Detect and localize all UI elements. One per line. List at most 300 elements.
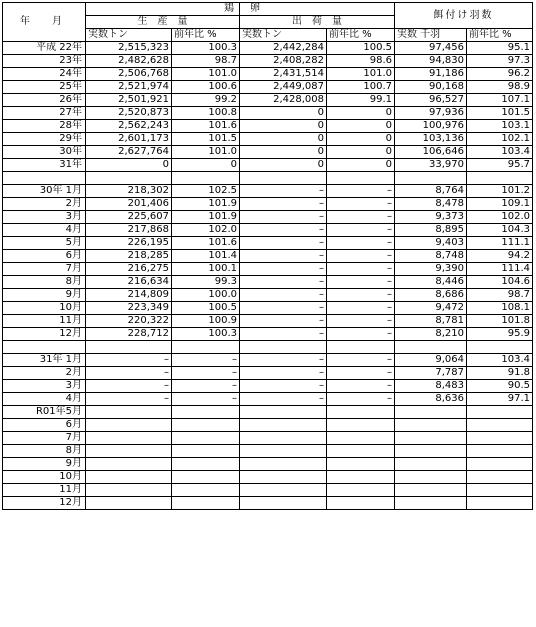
table-row bbox=[3, 484, 533, 497]
table-row bbox=[3, 146, 533, 159]
shipment-ratio-cell: – bbox=[327, 315, 395, 328]
table-row bbox=[3, 315, 533, 328]
feeding-amount-cell: 97,456 bbox=[395, 42, 467, 55]
feeding-ratio-cell: 97.3 bbox=[467, 55, 533, 68]
table-row bbox=[3, 263, 533, 276]
row-label: 29年 bbox=[3, 133, 86, 146]
shipment-amount-cell: – bbox=[240, 237, 327, 250]
row-label: 26年 bbox=[3, 94, 86, 107]
production-ratio-cell: 101.9 bbox=[172, 198, 240, 211]
row-label: 11月 bbox=[3, 315, 86, 328]
feeding-ratio-cell bbox=[467, 497, 533, 510]
table-row bbox=[3, 419, 533, 432]
production-ratio-cell: 99.3 bbox=[172, 276, 240, 289]
spacer-cell bbox=[395, 341, 467, 354]
shipment-ratio-cell: – bbox=[327, 211, 395, 224]
production-amount-cell: 218,285 bbox=[86, 250, 172, 263]
feeding-ratio-cell: 101.5 bbox=[467, 107, 533, 120]
shipment-ratio-cell: – bbox=[327, 328, 395, 341]
feeding-amount-cell: 97,936 bbox=[395, 107, 467, 120]
shipment-ratio-cell bbox=[327, 445, 395, 458]
shipment-header: 出 荷 量 bbox=[240, 16, 395, 29]
table-row bbox=[3, 302, 533, 315]
production-ratio-cell bbox=[172, 458, 240, 471]
shipment-ratio-cell: 100.7 bbox=[327, 81, 395, 94]
feeding-amount-cell: 100,976 bbox=[395, 120, 467, 133]
feeding-amount-cell bbox=[395, 497, 467, 510]
production-ratio-cell: 100.6 bbox=[172, 81, 240, 94]
shipment-ratio-cell bbox=[327, 406, 395, 419]
feeding-ratio-cell bbox=[467, 419, 533, 432]
table-body bbox=[3, 3, 533, 510]
feeding-ratio-cell: 108.1 bbox=[467, 302, 533, 315]
shipment-ratio-cell bbox=[327, 458, 395, 471]
row-label: 4月 bbox=[3, 393, 86, 406]
shipment-amount-cell: – bbox=[240, 224, 327, 237]
row-label: 25年 bbox=[3, 81, 86, 94]
shipment-ratio-cell: 0 bbox=[327, 107, 395, 120]
shipment-ratio-cell: – bbox=[327, 224, 395, 237]
shipment-amount-cell: – bbox=[240, 380, 327, 393]
production-amount-cell: – bbox=[86, 367, 172, 380]
production-amount-cell: 2,501,921 bbox=[86, 94, 172, 107]
feeding-ratio-cell bbox=[467, 432, 533, 445]
table-row bbox=[3, 120, 533, 133]
shipment-ratio-cell: 100.5 bbox=[327, 42, 395, 55]
spacer-cell bbox=[467, 172, 533, 185]
feeding-ratio-cell: 107.1 bbox=[467, 94, 533, 107]
table-row bbox=[3, 406, 533, 419]
shipment-amount-cell: 0 bbox=[240, 133, 327, 146]
production-amount-cell: 223,349 bbox=[86, 302, 172, 315]
spacer-cell bbox=[240, 172, 327, 185]
production-ratio-cell: 102.5 bbox=[172, 185, 240, 198]
production-ratio-cell bbox=[172, 419, 240, 432]
shipment-ratio-cell: – bbox=[327, 263, 395, 276]
row-label: 12月 bbox=[3, 328, 86, 341]
production-ratio-cell bbox=[172, 445, 240, 458]
production-amount-cell: 2,515,323 bbox=[86, 42, 172, 55]
shipment-ratio-cell: – bbox=[327, 237, 395, 250]
feeding-ratio-cell bbox=[467, 484, 533, 497]
shipment-ratio-cell: 0 bbox=[327, 159, 395, 172]
feeding-amount-cell: 8,748 bbox=[395, 250, 467, 263]
feeding-amount-cell: 8,764 bbox=[395, 185, 467, 198]
production-ratio-cell bbox=[172, 432, 240, 445]
table-row bbox=[3, 107, 533, 120]
shipment-ratio-cell: – bbox=[327, 393, 395, 406]
feeding-ratio-cell: 103.4 bbox=[467, 146, 533, 159]
production-amount-cell bbox=[86, 419, 172, 432]
table-row bbox=[3, 55, 533, 68]
egg-header: 卵 bbox=[240, 3, 395, 16]
shipment-amount-cell: – bbox=[240, 328, 327, 341]
shipment-amount-cell: – bbox=[240, 185, 327, 198]
feeding-ratio-cell: 90.5 bbox=[467, 380, 533, 393]
production-ratio-cell: 0 bbox=[172, 159, 240, 172]
row-label: 6月 bbox=[3, 419, 86, 432]
production-amount-cell bbox=[86, 445, 172, 458]
shipment-ratio-cell bbox=[327, 432, 395, 445]
shipment-amount-cell: – bbox=[240, 250, 327, 263]
statistics-sheet bbox=[2, 2, 533, 510]
production-amount-cell bbox=[86, 497, 172, 510]
shipment-ratio-cell: – bbox=[327, 380, 395, 393]
shipment-ratio-cell: 99.1 bbox=[327, 94, 395, 107]
table-row bbox=[3, 328, 533, 341]
spacer-row bbox=[3, 341, 533, 354]
shipment-ratio-cell: 0 bbox=[327, 133, 395, 146]
feeding-ratio-cell: 95.9 bbox=[467, 328, 533, 341]
production-amount-cell: – bbox=[86, 380, 172, 393]
production-ratio-cell: 100.3 bbox=[172, 328, 240, 341]
feeding-amount-cell: 94,830 bbox=[395, 55, 467, 68]
feeding-amount-cell: 91,186 bbox=[395, 68, 467, 81]
shipment-ratio-cell: 98.6 bbox=[327, 55, 395, 68]
production-ratio-cell: 100.8 bbox=[172, 107, 240, 120]
spacer-cell bbox=[3, 341, 86, 354]
feeding-amount-cell: 90,168 bbox=[395, 81, 467, 94]
production-ratio-cell: 101.0 bbox=[172, 146, 240, 159]
production-ratio-cell: 102.0 bbox=[172, 224, 240, 237]
feeding-ratio-cell: 102.0 bbox=[467, 211, 533, 224]
feeding-amount-cell: 106,646 bbox=[395, 146, 467, 159]
row-label: 9月 bbox=[3, 289, 86, 302]
row-label: 4月 bbox=[3, 224, 86, 237]
table-row bbox=[3, 432, 533, 445]
shipment-amount-cell: 2,442,284 bbox=[240, 42, 327, 55]
production-amount-cell: 201,406 bbox=[86, 198, 172, 211]
row-label: 3月 bbox=[3, 380, 86, 393]
row-label: 8月 bbox=[3, 445, 86, 458]
shipment-amount-cell bbox=[240, 419, 327, 432]
spacer-cell bbox=[395, 172, 467, 185]
table-row bbox=[3, 224, 533, 237]
row-label: 3月 bbox=[3, 211, 86, 224]
shipment-amount-cell: – bbox=[240, 367, 327, 380]
production-amount-cell: 2,520,873 bbox=[86, 107, 172, 120]
production-ratio-cell: – bbox=[172, 367, 240, 380]
production-ratio-cell: 100.5 bbox=[172, 302, 240, 315]
production-amount-cell: – bbox=[86, 393, 172, 406]
shipment-amount-cell: – bbox=[240, 211, 327, 224]
table-row bbox=[3, 94, 533, 107]
feeding-amount-cell: 96,527 bbox=[395, 94, 467, 107]
subheader-ship-ratio: 前年比 % bbox=[327, 29, 395, 42]
feeding-ratio-cell: 111.4 bbox=[467, 263, 533, 276]
feeding-ratio-cell: 103.1 bbox=[467, 120, 533, 133]
shipment-ratio-cell: – bbox=[327, 354, 395, 367]
production-ratio-cell: – bbox=[172, 380, 240, 393]
shipment-amount-cell: – bbox=[240, 263, 327, 276]
feeding-ratio-cell: 95.1 bbox=[467, 42, 533, 55]
production-ratio-cell bbox=[172, 471, 240, 484]
table-row bbox=[3, 458, 533, 471]
feeding-amount-cell bbox=[395, 445, 467, 458]
table-row bbox=[3, 42, 533, 55]
row-label: 30年 1月 bbox=[3, 185, 86, 198]
row-label: 27年 bbox=[3, 107, 86, 120]
feeding-amount-cell bbox=[395, 458, 467, 471]
table-row bbox=[3, 133, 533, 146]
table-row bbox=[3, 445, 533, 458]
spacer-cell bbox=[3, 172, 86, 185]
feeding-ratio-cell: 104.6 bbox=[467, 276, 533, 289]
production-amount-cell bbox=[86, 458, 172, 471]
production-ratio-cell: – bbox=[172, 354, 240, 367]
production-amount-cell: 2,601,173 bbox=[86, 133, 172, 146]
production-amount-cell: 228,712 bbox=[86, 328, 172, 341]
production-amount-cell: 214,809 bbox=[86, 289, 172, 302]
shipment-amount-cell: – bbox=[240, 276, 327, 289]
feeding-ratio-cell: 102.1 bbox=[467, 133, 533, 146]
production-ratio-cell bbox=[172, 484, 240, 497]
feeding-amount-cell: 103,136 bbox=[395, 133, 467, 146]
shipment-amount-cell: 0 bbox=[240, 107, 327, 120]
table-row bbox=[3, 354, 533, 367]
production-amount-cell: 218,302 bbox=[86, 185, 172, 198]
feeding-amount-cell: 33,970 bbox=[395, 159, 467, 172]
shipment-ratio-cell: – bbox=[327, 367, 395, 380]
feeding-amount-cell bbox=[395, 484, 467, 497]
shipment-amount-cell bbox=[240, 497, 327, 510]
feeding-ratio-cell: 101.2 bbox=[467, 185, 533, 198]
table-row bbox=[3, 68, 533, 81]
table-row bbox=[3, 367, 533, 380]
row-label: 5月 bbox=[3, 237, 86, 250]
shipment-amount-cell: – bbox=[240, 354, 327, 367]
production-amount-cell bbox=[86, 406, 172, 419]
row-label: 11月 bbox=[3, 484, 86, 497]
row-label: 9月 bbox=[3, 458, 86, 471]
shipment-amount-cell: – bbox=[240, 393, 327, 406]
production-ratio-cell: 101.5 bbox=[172, 133, 240, 146]
feeding-amount-cell bbox=[395, 432, 467, 445]
shipment-ratio-cell bbox=[327, 471, 395, 484]
production-ratio-cell: 100.0 bbox=[172, 289, 240, 302]
feeding-ratio-cell: 109.1 bbox=[467, 198, 533, 211]
production-header: 生 産 量 bbox=[86, 16, 240, 29]
production-amount-cell: 0 bbox=[86, 159, 172, 172]
feeding-amount-cell bbox=[395, 471, 467, 484]
table-row bbox=[3, 81, 533, 94]
row-label: 7月 bbox=[3, 432, 86, 445]
shipment-amount-cell: – bbox=[240, 315, 327, 328]
production-amount-cell: 2,482,628 bbox=[86, 55, 172, 68]
shipment-ratio-cell: – bbox=[327, 276, 395, 289]
spacer-cell bbox=[172, 341, 240, 354]
feeding-ratio-cell: 98.9 bbox=[467, 81, 533, 94]
production-amount-cell: 2,627,764 bbox=[86, 146, 172, 159]
production-ratio-cell: 101.9 bbox=[172, 211, 240, 224]
spacer-cell bbox=[327, 172, 395, 185]
production-ratio-cell: – bbox=[172, 393, 240, 406]
feeding-ratio-cell bbox=[467, 458, 533, 471]
table-row bbox=[3, 250, 533, 263]
feeding-amount-cell: 9,064 bbox=[395, 354, 467, 367]
feeding-ratio-cell: 103.4 bbox=[467, 354, 533, 367]
production-amount-cell: 225,607 bbox=[86, 211, 172, 224]
feeding-amount-cell: 9,373 bbox=[395, 211, 467, 224]
table-row bbox=[3, 380, 533, 393]
row-label: 31年 1月 bbox=[3, 354, 86, 367]
feeding-ratio-cell bbox=[467, 406, 533, 419]
shipment-amount-cell: 2,428,008 bbox=[240, 94, 327, 107]
subheader-feed-ratio: 前年比 % bbox=[467, 29, 533, 42]
feeding-amount-cell: 9,403 bbox=[395, 237, 467, 250]
table-row bbox=[3, 289, 533, 302]
header-row-1 bbox=[3, 3, 533, 16]
feeding-amount-cell: 8,446 bbox=[395, 276, 467, 289]
row-label: 31年 bbox=[3, 159, 86, 172]
production-amount-cell: 2,506,768 bbox=[86, 68, 172, 81]
feeding-ratio-cell: 91.8 bbox=[467, 367, 533, 380]
row-label: 7月 bbox=[3, 263, 86, 276]
production-ratio-cell: 101.4 bbox=[172, 250, 240, 263]
chicken-header: 鶏 bbox=[86, 3, 240, 16]
feeding-amount-cell: 8,781 bbox=[395, 315, 467, 328]
production-amount-cell: 2,521,974 bbox=[86, 81, 172, 94]
shipment-ratio-cell bbox=[327, 484, 395, 497]
shipment-ratio-cell bbox=[327, 419, 395, 432]
subheader-ship-amount: 実数トン bbox=[240, 29, 327, 42]
shipment-amount-cell bbox=[240, 458, 327, 471]
production-ratio-cell: 101.6 bbox=[172, 120, 240, 133]
feeding-amount-cell: 8,478 bbox=[395, 198, 467, 211]
production-ratio-cell: 99.2 bbox=[172, 94, 240, 107]
production-ratio-cell: 101.0 bbox=[172, 68, 240, 81]
table-row bbox=[3, 393, 533, 406]
subheader-prod-ratio: 前年比 % bbox=[172, 29, 240, 42]
subheader-feed-amount: 実数 千羽 bbox=[395, 29, 467, 42]
table-row bbox=[3, 497, 533, 510]
feeding-amount-cell: 7,787 bbox=[395, 367, 467, 380]
row-label: R01年5月 bbox=[3, 406, 86, 419]
shipment-amount-cell: 0 bbox=[240, 159, 327, 172]
production-amount-cell bbox=[86, 432, 172, 445]
shipment-ratio-cell: 101.0 bbox=[327, 68, 395, 81]
row-label: 8月 bbox=[3, 276, 86, 289]
shipment-ratio-cell: – bbox=[327, 185, 395, 198]
feeding-amount-cell: 8,210 bbox=[395, 328, 467, 341]
feeding-ratio-cell bbox=[467, 471, 533, 484]
table-row bbox=[3, 211, 533, 224]
feeding-amount-cell: 8,895 bbox=[395, 224, 467, 237]
table-row bbox=[3, 185, 533, 198]
shipment-ratio-cell: – bbox=[327, 198, 395, 211]
spacer-cell bbox=[240, 341, 327, 354]
production-ratio-cell: 100.9 bbox=[172, 315, 240, 328]
shipment-amount-cell bbox=[240, 484, 327, 497]
production-amount-cell: 216,275 bbox=[86, 263, 172, 276]
production-ratio-cell bbox=[172, 406, 240, 419]
feeding-amount-cell: 8,483 bbox=[395, 380, 467, 393]
table-row bbox=[3, 198, 533, 211]
table-row bbox=[3, 471, 533, 484]
row-label: 24年 bbox=[3, 68, 86, 81]
production-amount-cell: 220,322 bbox=[86, 315, 172, 328]
feeding-amount-cell bbox=[395, 419, 467, 432]
row-label: 23年 bbox=[3, 55, 86, 68]
row-label: 平成 22年 bbox=[3, 42, 86, 55]
production-amount-cell bbox=[86, 484, 172, 497]
shipment-amount-cell: 2,408,282 bbox=[240, 55, 327, 68]
shipment-amount-cell bbox=[240, 445, 327, 458]
feeding-amount-cell: 9,472 bbox=[395, 302, 467, 315]
shipment-amount-cell: 2,431,514 bbox=[240, 68, 327, 81]
feeding-ratio-cell: 98.7 bbox=[467, 289, 533, 302]
shipment-amount-cell bbox=[240, 471, 327, 484]
period-header: 年 月 bbox=[3, 3, 86, 42]
feeding-amount-cell bbox=[395, 406, 467, 419]
production-ratio-cell: 100.3 bbox=[172, 42, 240, 55]
production-amount-cell: 2,562,243 bbox=[86, 120, 172, 133]
shipment-ratio-cell: – bbox=[327, 302, 395, 315]
shipment-ratio-cell bbox=[327, 497, 395, 510]
shipment-amount-cell: – bbox=[240, 289, 327, 302]
row-label: 10月 bbox=[3, 471, 86, 484]
feeding-amount-cell: 9,390 bbox=[395, 263, 467, 276]
row-label: 30年 bbox=[3, 146, 86, 159]
production-ratio-cell: 101.6 bbox=[172, 237, 240, 250]
egg-statistics-table bbox=[2, 2, 533, 510]
production-amount-cell: 216,634 bbox=[86, 276, 172, 289]
feeding-ratio-cell: 101.8 bbox=[467, 315, 533, 328]
feeding-ratio-cell bbox=[467, 445, 533, 458]
production-amount-cell: 217,868 bbox=[86, 224, 172, 237]
spacer-cell bbox=[467, 341, 533, 354]
feeding-amount-cell: 8,636 bbox=[395, 393, 467, 406]
feeding-header: 餌付け羽数 bbox=[395, 3, 533, 29]
row-label: 2月 bbox=[3, 198, 86, 211]
feeding-ratio-cell: 97.1 bbox=[467, 393, 533, 406]
feeding-ratio-cell: 95.7 bbox=[467, 159, 533, 172]
production-amount-cell: 226,195 bbox=[86, 237, 172, 250]
production-amount-cell: – bbox=[86, 354, 172, 367]
shipment-amount-cell: – bbox=[240, 302, 327, 315]
production-ratio-cell: 98.7 bbox=[172, 55, 240, 68]
feeding-amount-cell: 8,686 bbox=[395, 289, 467, 302]
production-amount-cell bbox=[86, 471, 172, 484]
production-ratio-cell: 100.1 bbox=[172, 263, 240, 276]
shipment-ratio-cell: 0 bbox=[327, 146, 395, 159]
spacer-cell bbox=[86, 341, 172, 354]
shipment-ratio-cell: 0 bbox=[327, 120, 395, 133]
spacer-row bbox=[3, 172, 533, 185]
feeding-ratio-cell: 104.3 bbox=[467, 224, 533, 237]
row-label: 28年 bbox=[3, 120, 86, 133]
shipment-ratio-cell: – bbox=[327, 289, 395, 302]
subheader-prod-amount: 実数トン bbox=[86, 29, 172, 42]
shipment-amount-cell bbox=[240, 406, 327, 419]
feeding-ratio-cell: 111.1 bbox=[467, 237, 533, 250]
shipment-ratio-cell: – bbox=[327, 250, 395, 263]
spacer-cell bbox=[327, 341, 395, 354]
shipment-amount-cell: 0 bbox=[240, 120, 327, 133]
shipment-amount-cell: – bbox=[240, 198, 327, 211]
row-label: 6月 bbox=[3, 250, 86, 263]
table-row bbox=[3, 159, 533, 172]
table-row bbox=[3, 276, 533, 289]
production-ratio-cell bbox=[172, 497, 240, 510]
shipment-amount-cell: 2,449,087 bbox=[240, 81, 327, 94]
feeding-ratio-cell: 94.2 bbox=[467, 250, 533, 263]
spacer-cell bbox=[172, 172, 240, 185]
shipment-amount-cell bbox=[240, 432, 327, 445]
row-label: 10月 bbox=[3, 302, 86, 315]
spacer-cell bbox=[86, 172, 172, 185]
table-row bbox=[3, 237, 533, 250]
